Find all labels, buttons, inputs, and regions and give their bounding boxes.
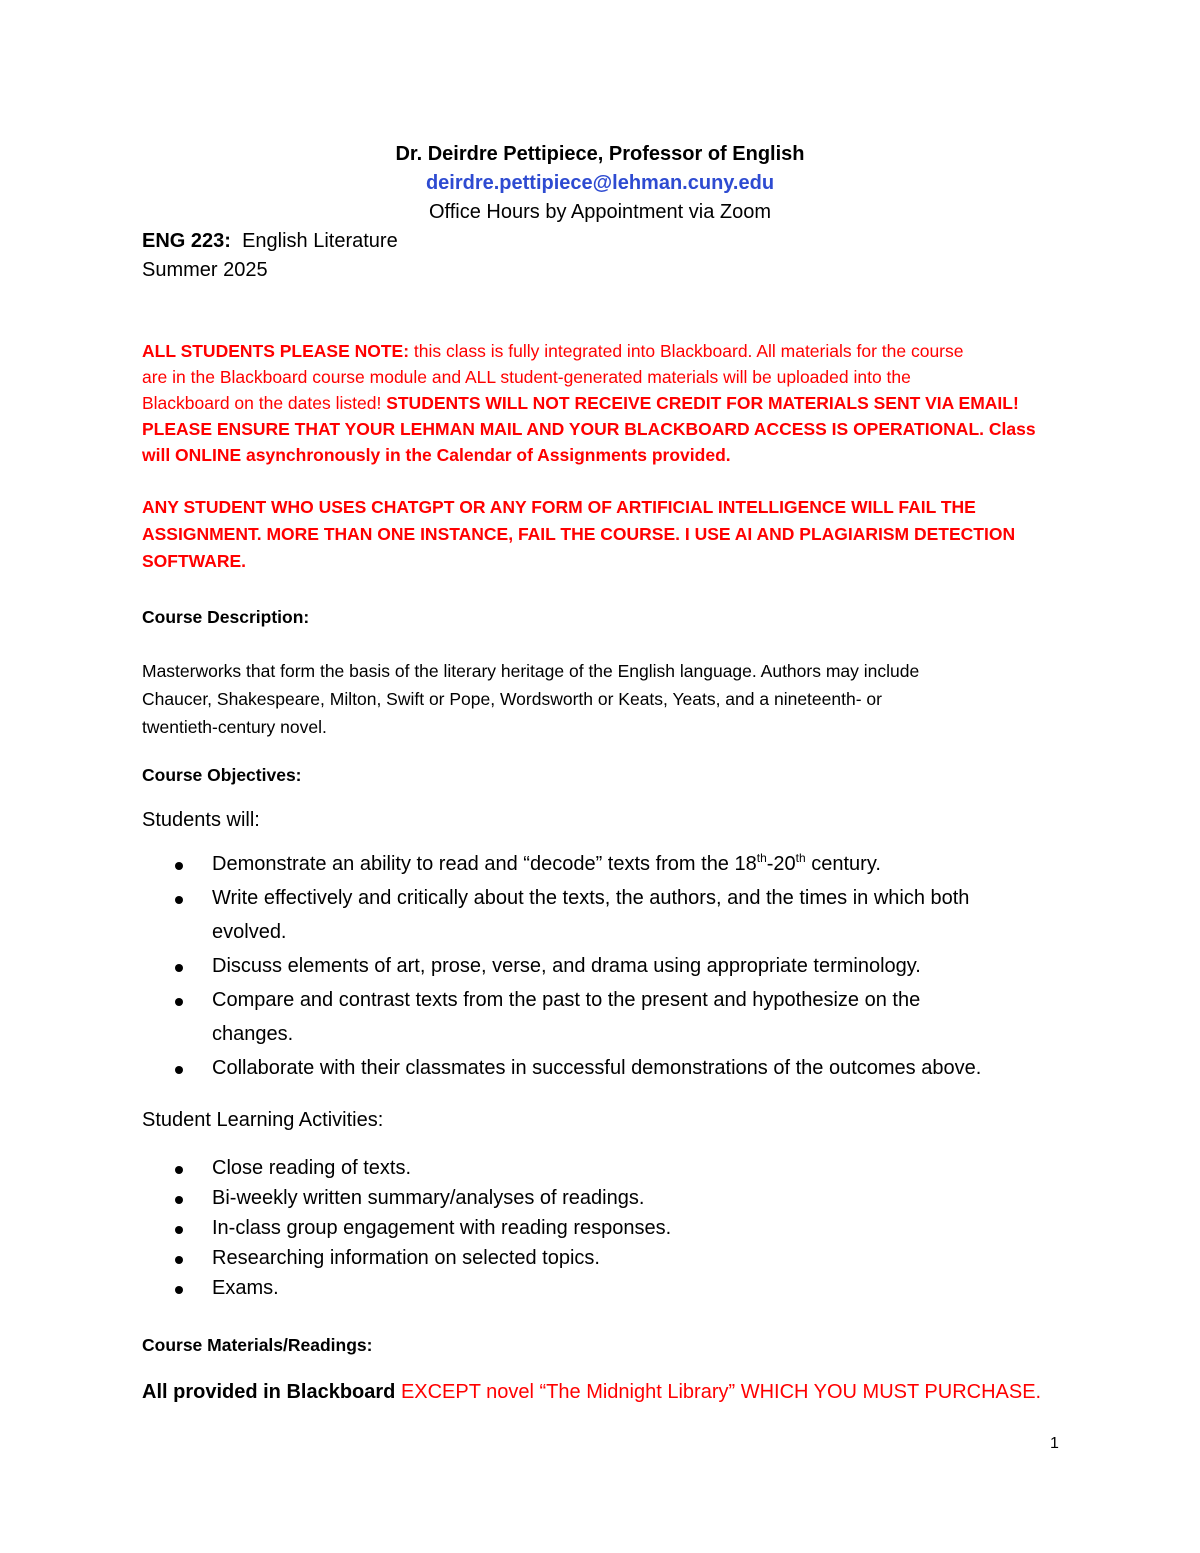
bullet-icon [175,1196,183,1204]
notice-line-1: ALL STUDENTS PLEASE NOTE: this class is fully integrated into Blackboard. All materials for the course [142,341,964,361]
ai-policy-line-3: SOFTWARE. [142,551,247,571]
learning-activities-heading: Student Learning Activities: [142,1109,384,1131]
course-title [142,230,398,253]
materials-lead: All provided in Blackboard [142,1381,401,1403]
activity-item: Close reading of texts. [212,1157,411,1179]
materials-purchase-note: EXCEPT novel “The Midnight Library” WHICH YOU MUST PURCHASE. [400,1381,1042,1403]
bullet-icon [175,1226,183,1234]
instructor-name-title: Dr. Deirdre Pettipiece, Professor of English [395,143,805,165]
course-description-heading: Course Description: [142,607,310,627]
course-materials-heading: Course Materials/Readings: [142,1335,373,1355]
course-term: Summer 2025 [142,259,268,281]
objective-item-5: Collaborate with their classmates in successful demonstrations of the outcomes above. [212,1057,982,1079]
objective-item-2-line-2: evolved. [212,921,287,943]
objective-item-3: Discuss elements of art, prose, verse, and drama using appropriate terminology. [212,955,921,977]
instructor-email-line [0,172,1200,195]
description-line-1: Masterworks that form the basis of the literary heritage of the English language. Authors may include [142,661,920,681]
notice-line-2: are in the Blackboard course module and ALL student-generated materials will be uploaded into the [142,367,911,387]
bullet-icon [175,998,183,1006]
objective-item-2-line-1: Write effectively and critically about the texts, the authors, and the times in which both [212,887,970,909]
objective-item-4-line-1: Compare and contrast texts from the past to the present and hypothesize on the [212,989,921,1011]
course-code: ENG 223: [142,230,231,252]
bullet-icon [175,1286,183,1294]
bullet-icon [175,1166,183,1174]
materials-note [142,1381,1041,1404]
description-line-2: Chaucer, Shakespeare, Milton, Swift or Pope, Wordsworth or Keats, Yeats, and a nineteenth- or [142,689,882,709]
notice-credit-warning: STUDENTS WILL NOT RECEIVE CREDIT FOR MATERIALS SENT VIA EMAIL! [386,393,1019,413]
notice-line-5: will ONLINE asynchronously in the Calendar of Assignments provided. [142,445,731,465]
bullet-icon [175,1256,183,1264]
notice-lead: ALL STUDENTS PLEASE NOTE: [142,341,410,361]
course-objectives-heading: Course Objectives: [142,765,302,785]
notice-line-3: Blackboard on the dates listed! STUDENTS WILL NOT RECEIVE CREDIT FOR MATERIALS SENT VIA EMAIL! [142,393,1019,413]
description-line-3: twentieth-century novel. [142,717,327,737]
objective-item-4-line-2: changes. [212,1023,294,1045]
activity-item: Exams. [212,1277,279,1299]
ai-policy-line-2: ASSIGNMENT. MORE THAN ONE INSTANCE, FAIL THE COURSE. I USE AI AND PLAGIARISM DETECTION [142,524,1016,544]
page-number: 1 [1050,1435,1059,1452]
office-hours: Office Hours by Appointment via Zoom [428,201,771,223]
objective-item-1: Demonstrate an ability to read and “decode” texts from the 18th-20th century. [212,851,881,875]
notice-line-4: PLEASE ENSURE THAT YOUR LEHMAN MAIL AND YOUR BLACKBOARD ACCESS IS OPERATIONAL. Class [142,419,1036,439]
instructor-email-link[interactable]: deirdre.pettipiece@lehman.cuny.edu [425,172,775,194]
bullet-icon [175,896,183,904]
bullet-icon [175,862,183,870]
activity-item: Bi-weekly written summary/analyses of readings. [212,1187,645,1209]
activity-item: Researching information on selected topics. [212,1247,600,1269]
course-name: English Literature [242,230,398,252]
activity-item: In-class group engagement with reading responses. [212,1217,672,1239]
bullet-icon [175,964,183,972]
objectives-intro: Students will: [142,809,260,831]
ai-policy-line-1: ANY STUDENT WHO USES CHATGPT OR ANY FORM OF ARTIFICIAL INTELLIGENCE WILL FAIL THE [142,497,976,517]
bullet-icon [175,1066,183,1074]
